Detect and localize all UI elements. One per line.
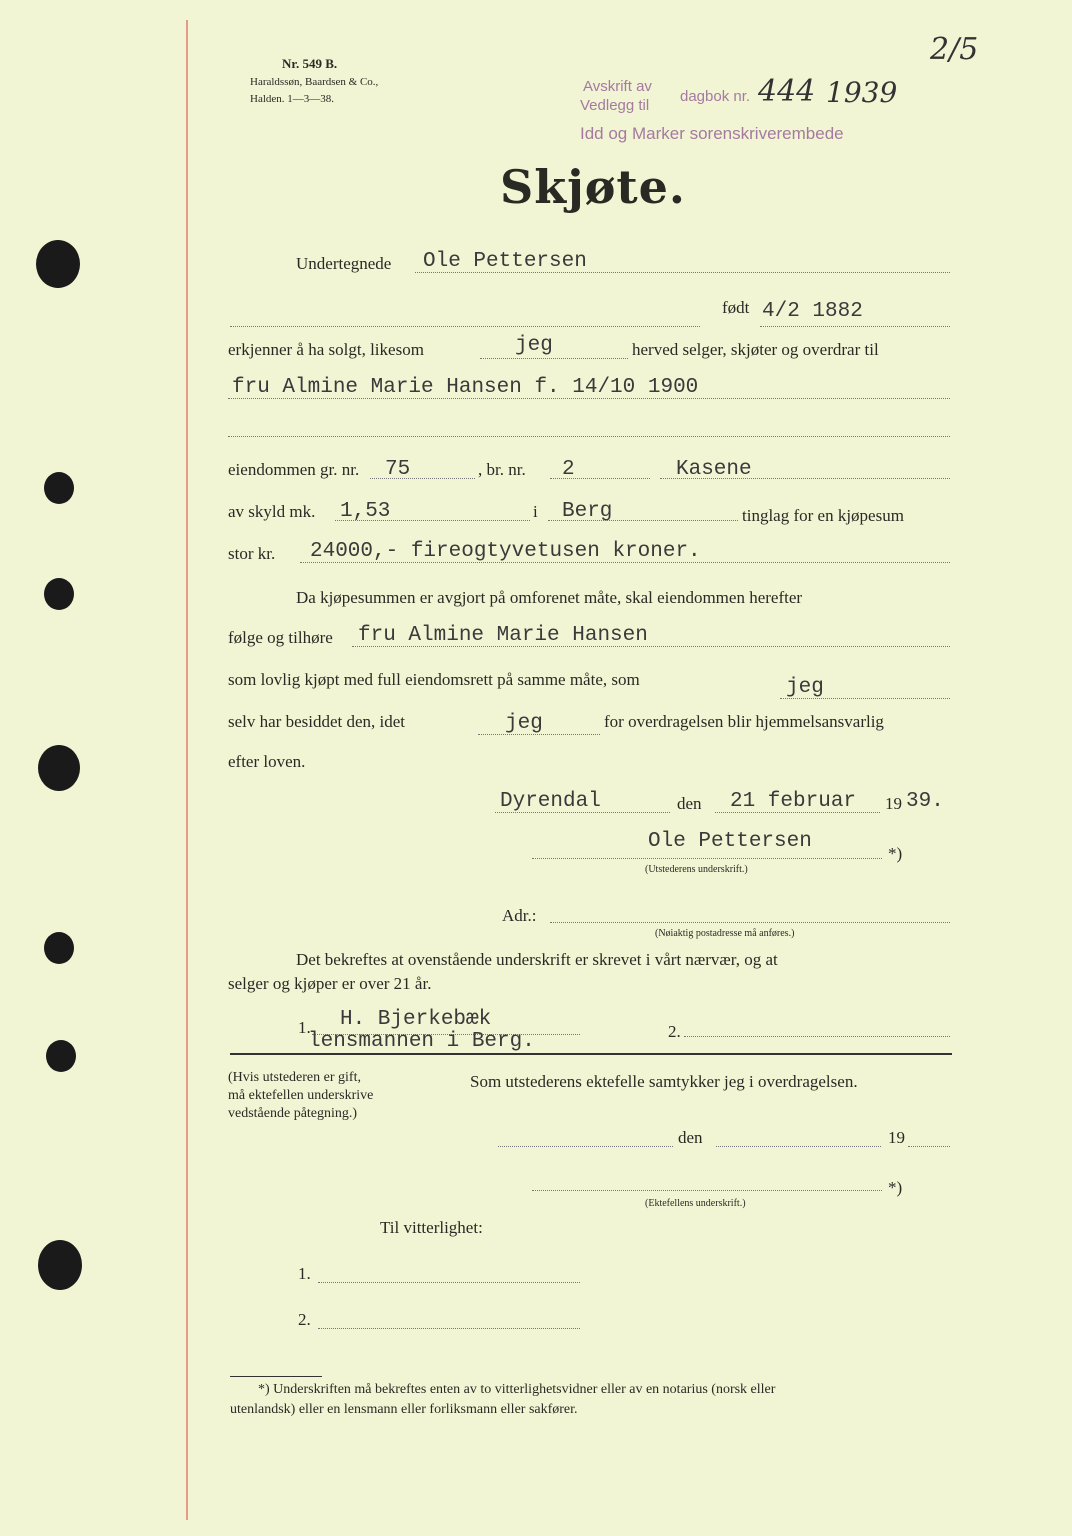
fodt-label: født bbox=[722, 298, 750, 317]
punch-hole bbox=[44, 578, 74, 610]
buyer-name: fru Almine Marie Hansen f. 14/10 1900 bbox=[232, 376, 699, 399]
vitterlighet-num-2: 2. bbox=[298, 1310, 311, 1329]
punch-hole bbox=[38, 745, 80, 791]
pronoun-1: jeg bbox=[515, 334, 553, 357]
stamp-copy-of: Avskrift av bbox=[583, 78, 652, 95]
skyld-value: 1,53 bbox=[340, 500, 391, 523]
erkjenner-text: erkjenner å ha solgt, likesom bbox=[228, 340, 424, 359]
folge-label: følge og tilhøre bbox=[228, 628, 333, 647]
dotted-line bbox=[300, 562, 950, 563]
stor-kr-label: stor kr. bbox=[228, 544, 276, 563]
efter-loven-text: efter loven. bbox=[228, 752, 306, 771]
dotted-line bbox=[335, 520, 530, 521]
signer-name: Ole Pettersen bbox=[648, 830, 812, 853]
for-overdragelsen-text: for overdragelsen blir hjemmelsansvarlig bbox=[604, 712, 884, 731]
printer-line: Haraldssøn, Baardsen & Co., bbox=[250, 76, 379, 88]
dotted-line bbox=[716, 1146, 881, 1147]
witness-number-2: 2. bbox=[668, 1022, 681, 1041]
dotted-line bbox=[415, 272, 950, 273]
dotted-line bbox=[478, 734, 600, 735]
property-name: Kasene bbox=[676, 458, 752, 481]
para2-line1: Da kjøpesummen er avgjort på omforenet måte, skal eiendommen herefter bbox=[296, 588, 803, 607]
year-suffix: 39. bbox=[906, 790, 944, 813]
dotted-line bbox=[480, 358, 628, 359]
pronoun-3: jeg bbox=[505, 712, 543, 735]
gr-nr: 75 bbox=[385, 458, 411, 481]
dotted-line bbox=[495, 812, 670, 813]
dotted-line bbox=[370, 478, 475, 479]
witness-1-title: lensmannen i Berg. bbox=[308, 1030, 535, 1053]
year-prefix: 19 bbox=[885, 794, 902, 813]
dagbok-number: 444 bbox=[758, 74, 816, 109]
adr-caption: (Nøiaktig postadresse må anføres.) bbox=[655, 928, 795, 939]
pronoun-2: jeg bbox=[786, 676, 824, 699]
som-lovlig-text: som lovlig kjøpt med full eiendomsrett på samme måte, som bbox=[228, 670, 640, 689]
dotted-line bbox=[684, 1036, 950, 1037]
dagbok-year: 1939 bbox=[826, 76, 898, 109]
spouse-note-3: vedstående påtegning.) bbox=[228, 1106, 358, 1121]
signature-asterisk: *) bbox=[888, 844, 903, 863]
seller-name: Ole Pettersen bbox=[423, 250, 587, 273]
place: Berg bbox=[562, 500, 613, 523]
eiendommen-label: eiendommen gr. nr. bbox=[228, 460, 360, 479]
punch-hole bbox=[36, 240, 80, 288]
stamp-dagbok-label: dagbok nr. bbox=[680, 88, 751, 105]
dotted-line bbox=[760, 326, 950, 327]
spouse-year-prefix: 19 bbox=[888, 1128, 905, 1147]
witness-number-1: 1. bbox=[298, 1018, 311, 1037]
signing-date: 21 februar bbox=[730, 790, 857, 813]
den-label: den bbox=[677, 794, 702, 813]
document-title: Skjøte. bbox=[500, 160, 686, 214]
dotted-line bbox=[908, 1146, 950, 1147]
footnote-line-2: utenlandsk) eller en lensmann eller forliksmann eller sakfører. bbox=[230, 1402, 578, 1417]
spouse-asterisk: *) bbox=[888, 1178, 903, 1197]
footnote-line-1: *) Underskriften må bekreftes enten av to vitterlighetsvidner eller av en notarius (norsk eller bbox=[258, 1382, 776, 1397]
punch-hole bbox=[46, 1040, 76, 1072]
dotted-line bbox=[780, 698, 950, 699]
selv-har-text: selv har besiddet den, idet bbox=[228, 712, 406, 731]
dotted-line bbox=[532, 858, 882, 859]
dotted-line bbox=[548, 520, 738, 521]
herved-text: herved selger, skjøter og overdrar til bbox=[632, 340, 879, 359]
vitterlighet-label: Til vitterlighet: bbox=[380, 1218, 483, 1237]
witness-statement-2: selger og kjøper er over 21 år. bbox=[228, 974, 432, 993]
dotted-line bbox=[715, 812, 880, 813]
birth-date: 4/2 1882 bbox=[762, 300, 863, 323]
punch-hole bbox=[38, 1240, 82, 1290]
corner-note: 2/5 bbox=[930, 32, 979, 67]
dotted-line bbox=[318, 1328, 580, 1329]
vitterlighet-num-1: 1. bbox=[298, 1264, 311, 1283]
dotted-line bbox=[550, 478, 650, 479]
dotted-line bbox=[318, 1282, 580, 1283]
purchase-price: 24000,- fireogtyvetusen kroner. bbox=[310, 540, 701, 563]
signing-place: Dyrendal bbox=[500, 790, 601, 813]
dotted-line bbox=[228, 436, 950, 437]
dotted-line bbox=[228, 398, 950, 399]
form-number: Nr. 549 B. bbox=[282, 56, 338, 71]
divider-rule bbox=[230, 1053, 952, 1055]
spouse-note-1: (Hvis utstederen er gift, bbox=[228, 1070, 361, 1085]
margin-line bbox=[186, 20, 188, 1520]
br-label: , br. nr. bbox=[478, 460, 526, 479]
stamp-office: Idd og Marker sorenskriverembede bbox=[580, 124, 844, 143]
dotted-line bbox=[660, 478, 950, 479]
stamp-attachment-to: Vedlegg til bbox=[580, 97, 650, 114]
dotted-line bbox=[550, 922, 950, 923]
dotted-line bbox=[532, 1190, 882, 1191]
spouse-den-label: den bbox=[678, 1128, 703, 1147]
i-label: i bbox=[533, 502, 538, 521]
footnote-rule bbox=[230, 1376, 322, 1377]
punch-hole bbox=[44, 932, 74, 964]
printer-line: Halden. 1—3—38. bbox=[250, 93, 335, 105]
undertegnede-label: Undertegnede bbox=[296, 254, 392, 273]
dotted-line bbox=[498, 1146, 673, 1147]
spouse-caption: (Ektefellens underskrift.) bbox=[645, 1198, 746, 1209]
spouse-note-2: må ektefellen underskrive bbox=[228, 1088, 374, 1103]
signature-caption: (Utstederens underskrift.) bbox=[645, 864, 748, 875]
buyer-name-2: fru Almine Marie Hansen bbox=[358, 624, 648, 647]
av-skyld-label: av skyld mk. bbox=[228, 502, 316, 521]
witness-1-name: H. Bjerkebæk bbox=[340, 1008, 492, 1031]
dotted-line bbox=[352, 646, 950, 647]
spouse-consent: Som utstederens ektefelle samtykker jeg i overdragelsen. bbox=[470, 1072, 858, 1091]
witness-statement-1: Det bekreftes at ovenstående underskrift er skrevet i vårt nærvær, og at bbox=[296, 950, 778, 969]
punch-hole bbox=[44, 472, 74, 504]
dotted-line bbox=[230, 326, 700, 327]
tinglag-text: tinglag for en kjøpesum bbox=[742, 506, 904, 525]
br-nr: 2 bbox=[562, 458, 575, 481]
adr-label: Adr.: bbox=[502, 906, 537, 925]
